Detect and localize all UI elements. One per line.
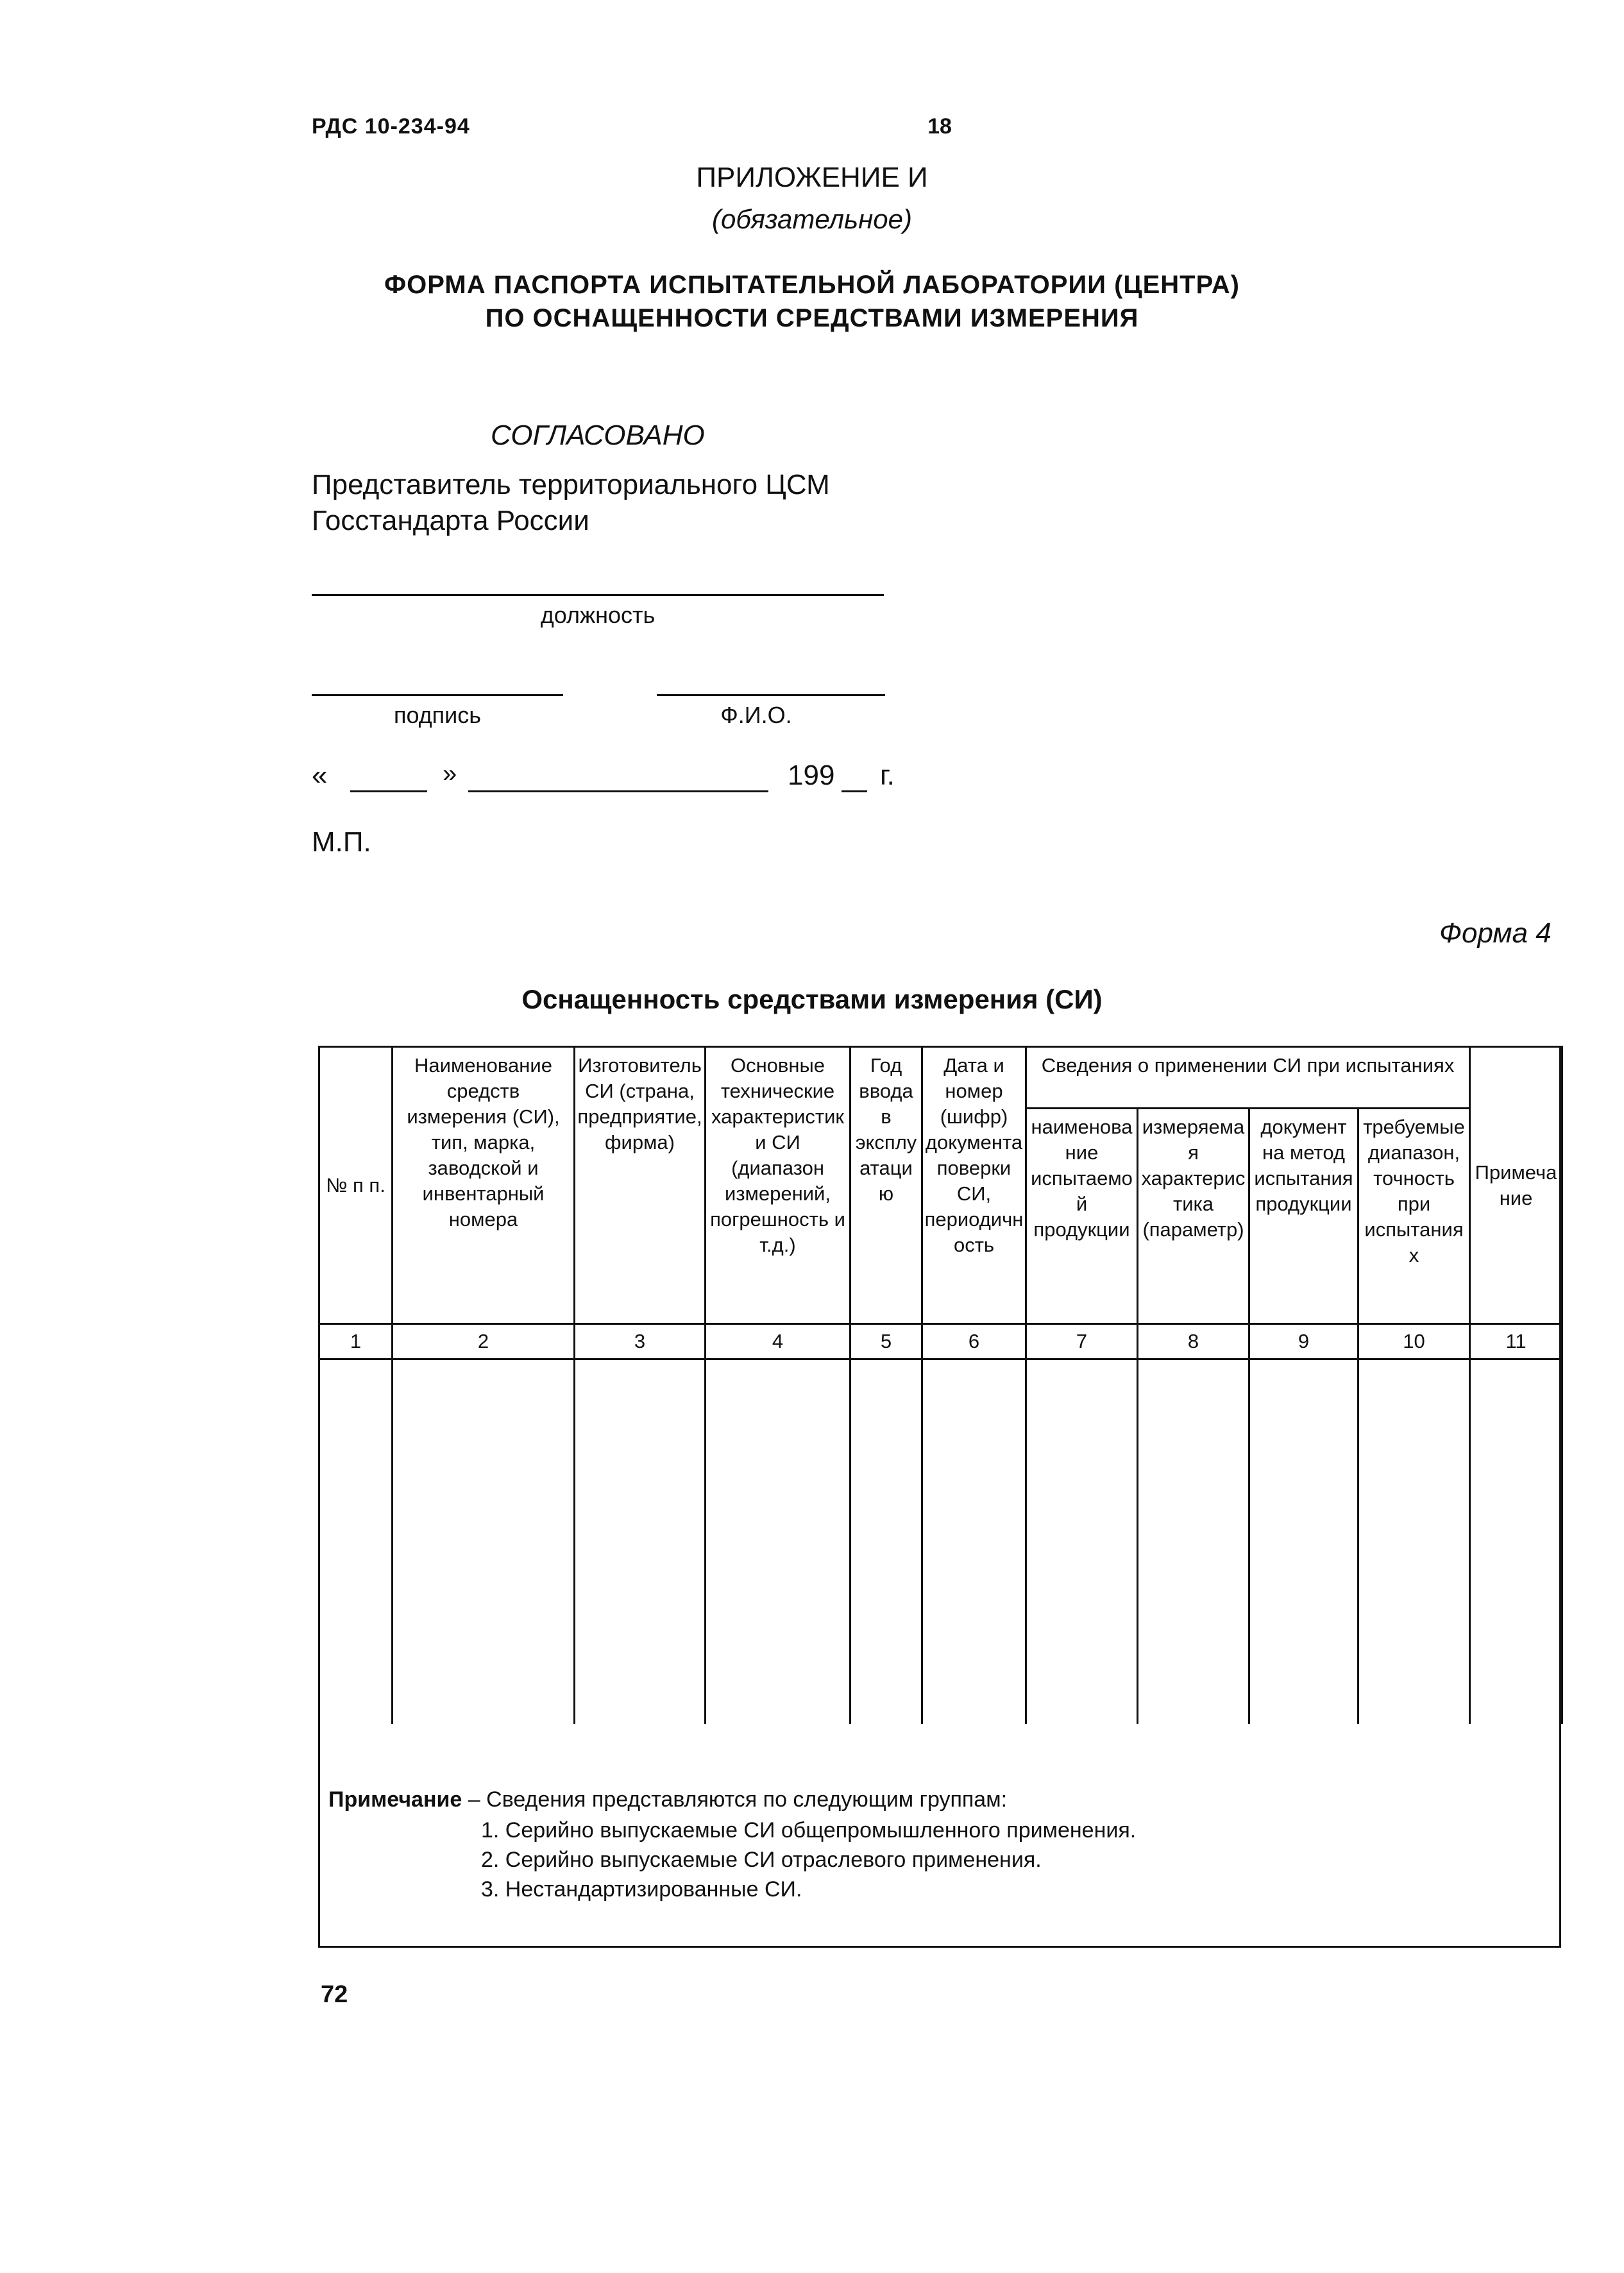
table-note xyxy=(328,1785,1007,1814)
body-cell-11[interactable] xyxy=(1470,1359,1562,1723)
header-col-2: Наименование средств измерения (СИ), тип, марка, заводской и инвентарный номера xyxy=(393,1047,575,1324)
year-line xyxy=(842,790,867,792)
name-line xyxy=(657,694,885,696)
note-item-3: 3. Нестандартизированные СИ. xyxy=(481,1877,802,1902)
body-cell-5[interactable] xyxy=(850,1359,922,1723)
signature-line xyxy=(312,694,563,696)
month-line xyxy=(468,790,768,792)
date-row xyxy=(312,760,327,792)
table-title: Оснащенность средствами измерения (СИ) xyxy=(521,984,1103,1014)
header-col-4: Основные технические характеристики СИ (диапазон измерений, погрешность и т.д.) xyxy=(706,1047,850,1324)
date-open-quote: « xyxy=(312,760,328,791)
header-col-6: Дата и номер (шифр) документа поверки СИ, периодичность xyxy=(922,1047,1026,1324)
position-line xyxy=(312,594,884,596)
representative-line-1: Представитель территориального ЦСМ xyxy=(312,469,830,500)
signature-caption: подпись xyxy=(393,702,482,728)
header-col-5: Год ввода в эксплуатацию xyxy=(850,1047,922,1324)
note-label: Примечание xyxy=(328,1787,462,1812)
header-col-3: Изготовитель СИ (страна, предприятие, фирма) xyxy=(575,1047,706,1324)
body-cell-1[interactable] xyxy=(319,1359,393,1723)
column-number-2: 2 xyxy=(393,1324,575,1359)
agreed-label: СОГЛАСОВАНО xyxy=(491,420,705,451)
appendix-subtitle: (обязательное) xyxy=(712,204,912,234)
day-line xyxy=(350,790,427,792)
form-title-line-1: ФОРМА ПАСПОРТА ИСПЫТАТЕЛЬНОЙ ЛАБОРАТОРИИ (ЦЕНТРА) xyxy=(384,271,1240,299)
body-cell-9[interactable] xyxy=(1249,1359,1358,1723)
note-list xyxy=(481,1816,1136,1904)
header-col-10: требуемые диапазон, точность при испытаниях xyxy=(1358,1109,1470,1324)
column-number-6: 6 xyxy=(922,1324,1026,1359)
body-cell-2[interactable] xyxy=(393,1359,575,1723)
column-number-5: 5 xyxy=(850,1324,922,1359)
body-cell-7[interactable] xyxy=(1026,1359,1138,1723)
year-prefix: 199 xyxy=(788,760,835,791)
header-col-7: наименование испытаемой продукции xyxy=(1026,1109,1138,1324)
header-col-8: измеряемая характеристика (параметр) xyxy=(1138,1109,1249,1324)
body-cell-6[interactable] xyxy=(922,1359,1026,1723)
column-number-11: 11 xyxy=(1470,1324,1562,1359)
header-col-1: № п п. xyxy=(319,1047,393,1324)
form-title-line-2: ПО ОСНАЩЕННОСТИ СРЕДСТВАМИ ИЗМЕРЕНИЯ xyxy=(485,304,1139,332)
note-item-2: 2. Серийно выпускаемые СИ отраслевого применения. xyxy=(481,1848,1042,1872)
body-cell-3[interactable] xyxy=(575,1359,706,1723)
body-cell-10[interactable] xyxy=(1358,1359,1470,1723)
representative-block xyxy=(312,467,830,539)
column-number-4: 4 xyxy=(706,1324,850,1359)
date-close-quote: » xyxy=(443,760,457,788)
equipment-table xyxy=(318,1046,1563,1724)
column-number-3: 3 xyxy=(575,1324,706,1359)
header-col-11: Примечание xyxy=(1470,1047,1562,1324)
note-text: – Сведения представляются по следующим группам: xyxy=(468,1787,1008,1812)
name-caption: Ф.И.О. xyxy=(720,702,792,728)
representative-line-2: Госстандарта России xyxy=(312,505,589,536)
header-group-usage: Сведения о применении СИ при испытаниях xyxy=(1026,1047,1470,1109)
stamp-place: М.П. xyxy=(312,826,371,858)
form-title xyxy=(0,268,1624,335)
year-suffix: г. xyxy=(880,760,895,791)
note-item-1: 1. Серийно выпускаемые СИ общепромышленного применения. xyxy=(481,1818,1137,1843)
page-number: 72 xyxy=(321,1981,348,2008)
position-caption: должность xyxy=(540,602,656,628)
column-number-1: 1 xyxy=(319,1324,393,1359)
column-number-7: 7 xyxy=(1026,1324,1138,1359)
body-cell-4[interactable] xyxy=(706,1359,850,1723)
section-page-number: 18 xyxy=(927,114,952,139)
document-code: РДС 10-234-94 xyxy=(312,114,470,139)
form-label: Форма 4 xyxy=(1439,917,1552,949)
column-number-9: 9 xyxy=(1249,1324,1358,1359)
body-cell-8[interactable] xyxy=(1138,1359,1249,1723)
column-number-8: 8 xyxy=(1138,1324,1249,1359)
header-col-9: документ на метод испытания продукции xyxy=(1249,1109,1358,1324)
column-number-10: 10 xyxy=(1358,1324,1470,1359)
appendix-title: ПРИЛОЖЕНИЕ И xyxy=(696,162,928,193)
